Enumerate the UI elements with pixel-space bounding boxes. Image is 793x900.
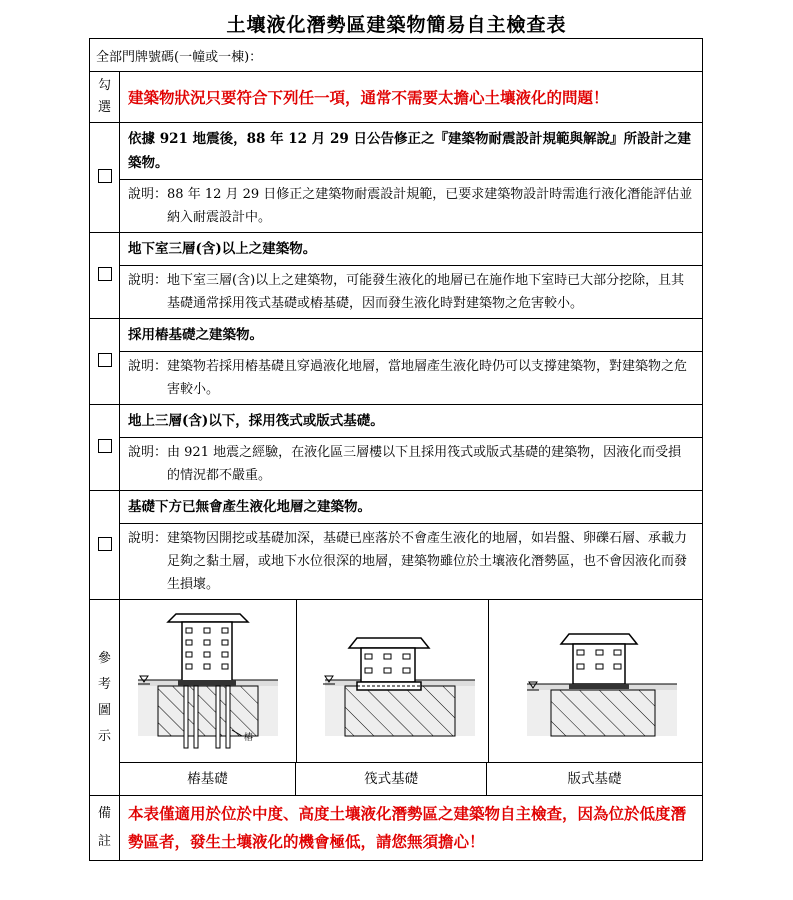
- criterion-3-explanation: 建築物若採用樁基礎且穿過液化地層，當地層產生液化時仍可以支撐建築物，對建築物之危害較小。: [167, 359, 688, 397]
- caption-slab-foundation: 版式基礎: [567, 771, 622, 787]
- criterion-5-explanation: 建築物因開挖或基礎加深，基礎已座落於不會產生液化的地層，如岩盤、卵礫石層、承載力足夠之黏土層，或地下水位很深的地層，建築物雖位於土壤液化潛勢區，也不會因液化而發生損壞。: [167, 531, 688, 592]
- criterion-row: [90, 233, 703, 266]
- page-title: 土壤液化潛勢區建築物簡易自主檢查表: [226, 14, 567, 36]
- criterion-row: [90, 405, 703, 438]
- criterion-row: [90, 319, 703, 352]
- criterion-1-explanation-label: 說明：: [128, 187, 168, 202]
- heading-row: [90, 72, 703, 123]
- pile-label: 樁: [244, 733, 254, 743]
- criterion-5-explanation-label: 說明：: [128, 531, 168, 546]
- criterion-3-explanation-label: 說明：: [128, 359, 168, 374]
- criterion-4-checkbox[interactable]: [98, 439, 112, 453]
- note-text: 本表僅適用於位於中度、高度土壤液化潛勢區之建築物自主檢查，因為位於低度潛勢區者，發生土壤液化的機會極低，請您無須擔心！: [120, 796, 703, 861]
- criterion-2-explanation: 地下室三層(含)以上之建築物，可能發生液化的地層已在施作地下室時已大部分挖除，且其基礎通常採用筏式基礎或樁基礎，因而發生液化時對建築物之危害較小。: [167, 273, 685, 311]
- criterion-4-explanation: 由 921 地震之經驗，在液化區三層樓以下且採用筏式或版式基礎的建築物，因液化而受損的情況都不嚴重。: [167, 445, 682, 483]
- caption-row: [90, 763, 703, 796]
- criterion-1-title: 依據 921 地震後，88 年 12 月 29 日公告修正之『建築物耐震設計規範與解說』所設計之建築物。: [120, 123, 703, 180]
- criterion-4-title: 地上三層(含)以下，採用筏式或版式基礎。: [120, 405, 703, 438]
- criterion-3-title: 採用樁基礎之建築物。: [120, 319, 703, 352]
- caption-pile-foundation: 樁基礎: [120, 763, 296, 795]
- criterion-4-explanation-label: 說明：: [128, 445, 168, 460]
- reference-row: [90, 600, 703, 763]
- criterion-2-title: 地下室三層(含)以上之建築物。: [120, 233, 703, 266]
- address-row: [90, 39, 703, 72]
- criterion-1-checkbox[interactable]: [98, 169, 112, 183]
- criterion-5-title: 基礎下方已無會產生液化地層之建築物。: [120, 491, 703, 524]
- criterion-3-checkbox[interactable]: [98, 353, 112, 367]
- criteria-heading: 建築物狀況只要符合下列任一項，通常不需要太擔心土壤液化的問題！: [120, 72, 703, 123]
- check-column-header: 勾 選: [90, 72, 120, 123]
- address-label: 全部門牌號碼(一幢或一棟)：: [90, 39, 703, 72]
- criterion-row: [90, 123, 703, 180]
- inspection-form-table: [89, 38, 703, 861]
- caption-mat-foundation: 筏式基礎: [296, 763, 487, 795]
- pile-foundation-diagram: [120, 600, 297, 762]
- criterion-row: [90, 491, 703, 524]
- mat-foundation-diagram: [297, 600, 489, 762]
- reference-label: 參 考 圖 示: [90, 600, 120, 796]
- criterion-2-checkbox[interactable]: [98, 267, 112, 281]
- slab-foundation-diagram: [489, 600, 705, 762]
- note-row: [90, 796, 703, 861]
- criterion-5-checkbox[interactable]: [98, 537, 112, 551]
- criterion-1-explanation: 88 年 12 月 29 日修正之建築物耐震設計規範，已要求建築物設計時需進行液化潛能評估並納入耐震設計中。: [167, 187, 693, 225]
- note-label: 備 註: [90, 796, 120, 861]
- criterion-2-explanation-label: 說明：: [128, 273, 168, 288]
